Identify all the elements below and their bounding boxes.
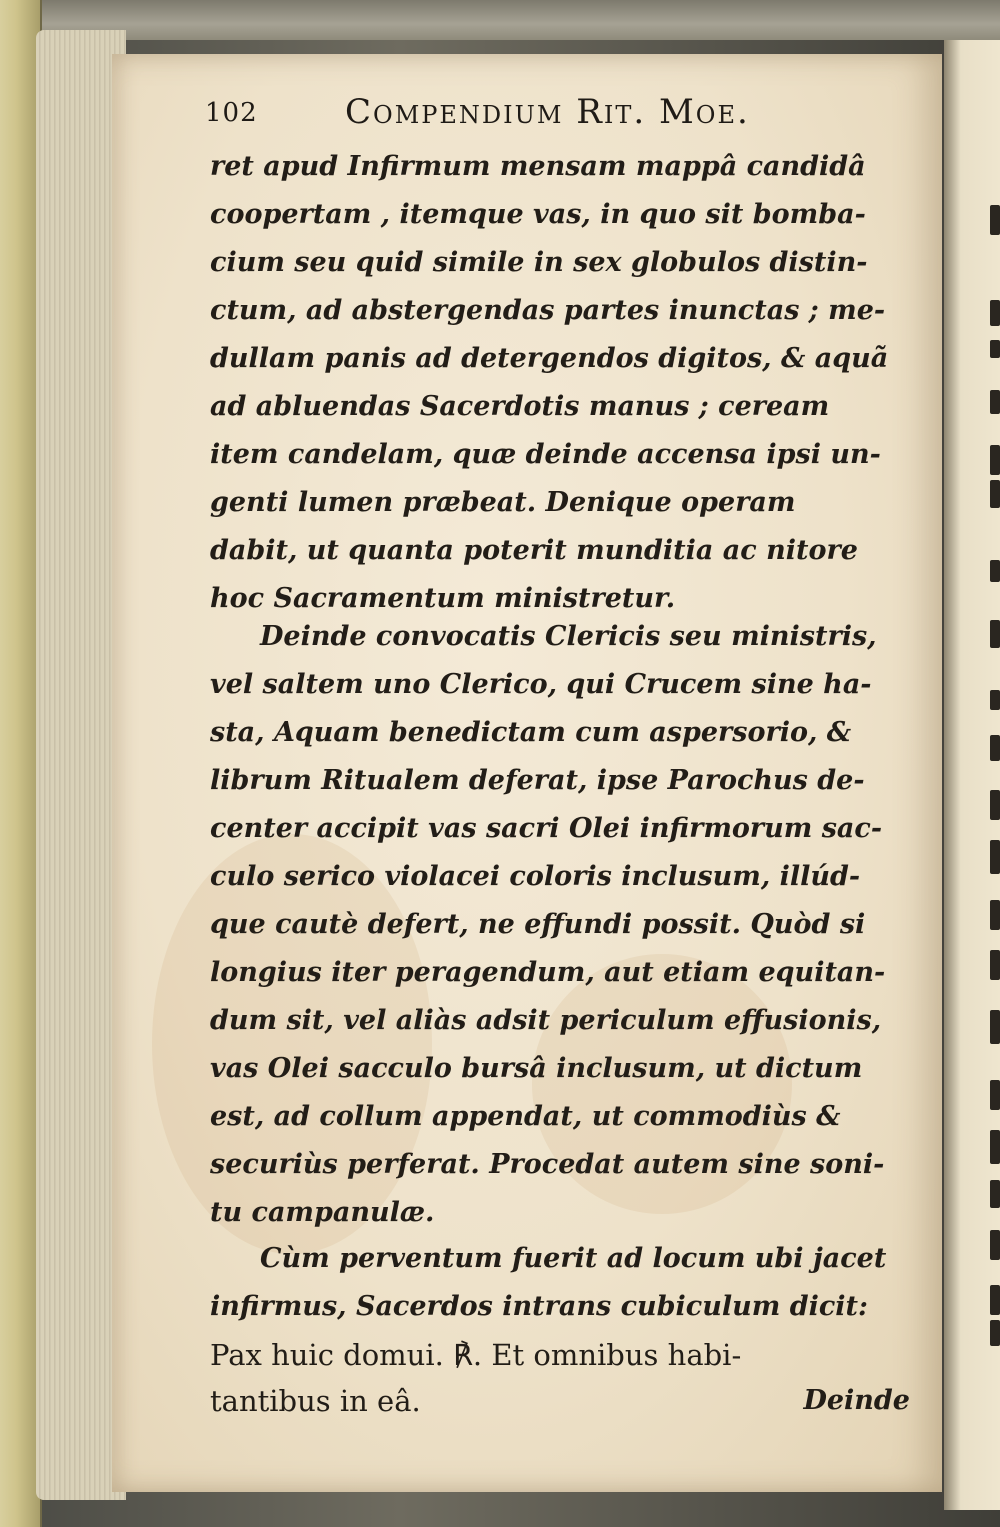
text-line: que cautè defert, ne effundi possit. Quòd si bbox=[210, 909, 866, 940]
text-line: coopertam , itemque vas, in quo sit bomba- bbox=[210, 199, 866, 230]
text-line: dabit, ut quanta poterit munditia ac nitore bbox=[210, 535, 858, 566]
page-header bbox=[205, 92, 905, 136]
text-line: center accipit vas sacri Olei infirmorum sac- bbox=[210, 813, 883, 844]
text-line: ad abluendas Sacerdotis manus ; ceream bbox=[210, 391, 830, 422]
text-line: vel saltem uno Clerico, qui Crucem sine ha- bbox=[210, 669, 872, 700]
text-line: Cùm perventum fuerit ad locum ubi jacet bbox=[260, 1243, 887, 1274]
text-line: cium seu quid simile in sex globulos distin- bbox=[210, 247, 868, 278]
text-line: hoc Sacramentum ministretur. bbox=[210, 583, 676, 614]
text-line: dullam panis ad detergendos digitos, & aquã bbox=[210, 343, 889, 374]
text-line: securiùs perferat. Procedat autem sine soni- bbox=[210, 1149, 885, 1180]
page-number: 102 bbox=[205, 98, 258, 128]
text-line: infirmus, Sacerdos intrans cubiculum dicit: bbox=[210, 1291, 868, 1322]
text-line: ctum, ad abstergendas partes inunctas ; me- bbox=[210, 295, 886, 326]
text-line: tu campanulæ. bbox=[210, 1197, 435, 1228]
text-line: tantibus in eâ. bbox=[210, 1384, 421, 1418]
text-line: culo serico violacei coloris inclusum, illúd- bbox=[210, 861, 861, 892]
text-line: est, ad collum appendat, ut commodiùs & bbox=[210, 1101, 841, 1132]
text-line: Deinde convocatis Clericis seu ministris, bbox=[260, 621, 877, 652]
text-line: vas Olei sacculo bursâ inclusum, ut dictum bbox=[210, 1053, 863, 1084]
text-line: dum sit, vel aliàs adsit periculum effusionis, bbox=[210, 1005, 882, 1036]
text-line: item candelam, quæ deinde accensa ipsi un- bbox=[210, 439, 881, 470]
text-line: Pax huic domui. ℟. Et omnibus habi- bbox=[210, 1338, 742, 1372]
catchword: Deinde bbox=[803, 1385, 910, 1416]
text-line: longius iter peragendum, aut etiam equitan- bbox=[210, 957, 886, 988]
text-line: ret apud Infirmum mensam mappâ candidâ bbox=[210, 151, 866, 182]
text-line: genti lumen præbeat. Denique operam bbox=[210, 487, 796, 518]
running-title: Compendium Rit. Moe. bbox=[345, 92, 750, 132]
text-line: librum Ritualem deferat, ipse Parochus de- bbox=[210, 765, 865, 796]
top-binding bbox=[40, 0, 1000, 40]
text-line: sta, Aquam benedictam cum aspersorio, & bbox=[210, 717, 852, 748]
